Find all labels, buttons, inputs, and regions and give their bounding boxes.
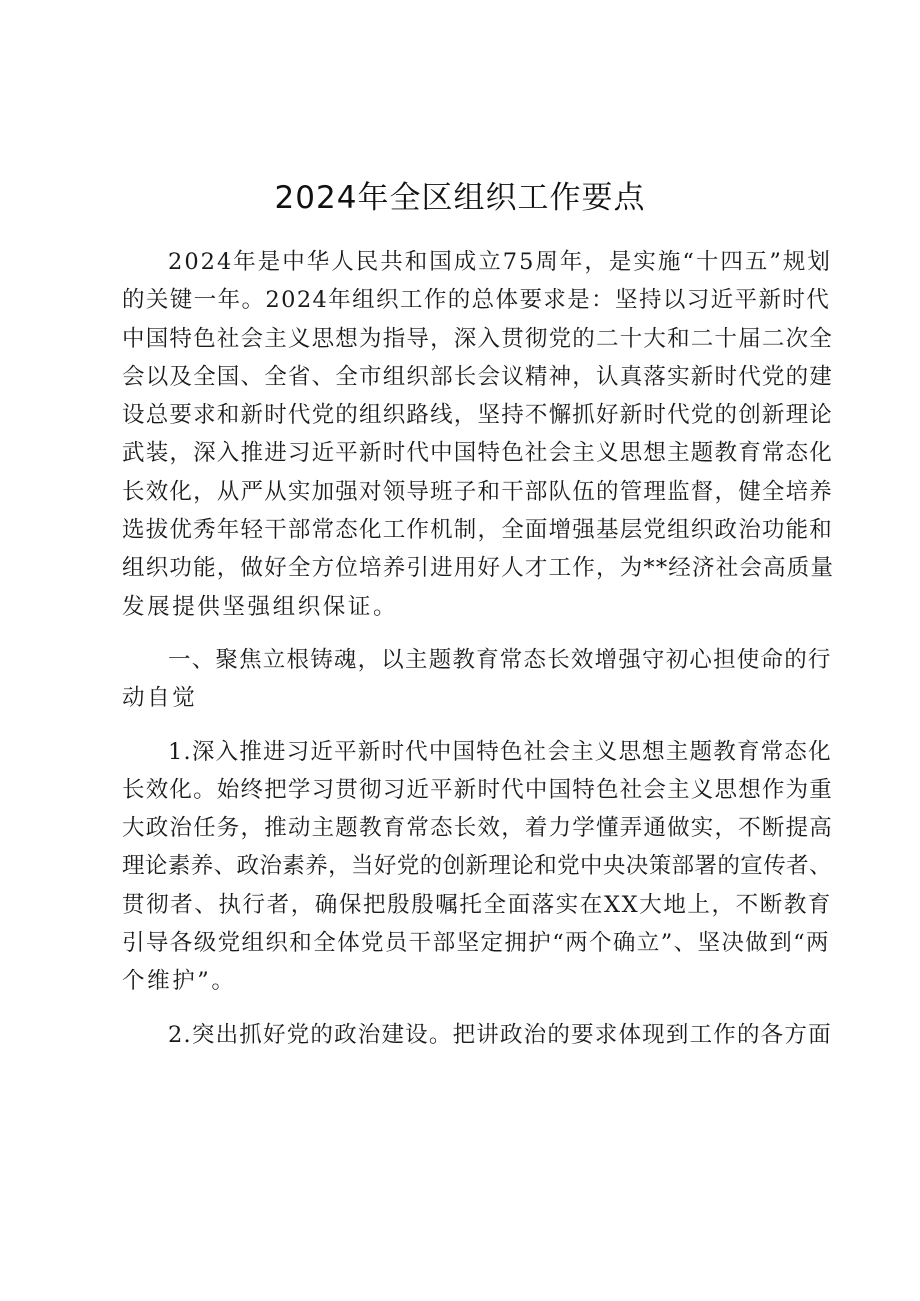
text-line: 大政治任务，推动主题教育常态长效，着力学懂弄通做实，不断提高 — [122, 815, 834, 842]
text-line: 一、聚焦立根铸魂，以主题教育常态长效增强守初心担使命的行 — [168, 646, 832, 673]
text-line: 理论素养、政治素养，当好党的创新理论和党中央决策部署的宣传者、 — [122, 853, 832, 880]
section-heading — [122, 641, 834, 718]
text-line: 长效化，从严从实加强对领导班子和干部队伍的管理监督，健全培养 — [122, 478, 834, 505]
text-line: 动自觉 — [122, 685, 198, 712]
text-line: 个维护”。 — [122, 968, 237, 995]
paragraph-intro — [122, 243, 834, 626]
document-body — [122, 243, 834, 1054]
paragraph-item-2 — [122, 1016, 834, 1054]
text-line: 长效化。始终把学习贯彻习近平新时代中国特色社会主义思想作为重 — [122, 776, 834, 803]
text-line: 选拔优秀年轻干部常态化工作机制，全面增强基层党组织政治功能和 — [122, 517, 834, 544]
text-line: 贯彻者、执行者，确保把殷殷嘱托全面落实在XX大地上，不断教育 — [122, 891, 833, 918]
text-line: 1.深入推进习近平新时代中国特色社会主义思想主题教育常态化 — [168, 738, 832, 765]
text-line: 2.突出抓好党的政治建设。把讲政治的要求体现到工作的各方面 — [168, 1021, 832, 1048]
text-line: 武装，深入推进习近平新时代中国特色社会主义思想主题教育常态化 — [122, 440, 834, 467]
text-line: 会以及全国、全省、全市组织部长会议精神，认真落实新时代党的建 — [122, 363, 834, 390]
text-line: 的关键一年。2024年组织工作的总体要求是：坚持以习近平新时代 — [122, 287, 831, 314]
text-line: 发展提供坚强组织保证。 — [122, 593, 399, 620]
paragraph-item-1 — [122, 733, 834, 1001]
text-line: 组织功能，做好全方位培养引进用好人才工作，为**经济社会高质量 — [122, 555, 835, 582]
document-title: 2024年全区组织工作要点 — [274, 180, 646, 216]
text-line: 2024年是中华人民共和国成立75周年，是实施“十四五”规划 — [168, 249, 832, 275]
text-line: 中国特色社会主义思想为指导，深入贯彻党的二十大和二十届二次全 — [122, 325, 834, 352]
text-line: 设总要求和新时代党的组织路线，坚持不懈抓好新时代党的创新理论 — [122, 402, 834, 429]
text-line: 引导各级党组织和全体党员干部坚定拥护“两个确立”、坚决做到“两 — [122, 930, 830, 957]
